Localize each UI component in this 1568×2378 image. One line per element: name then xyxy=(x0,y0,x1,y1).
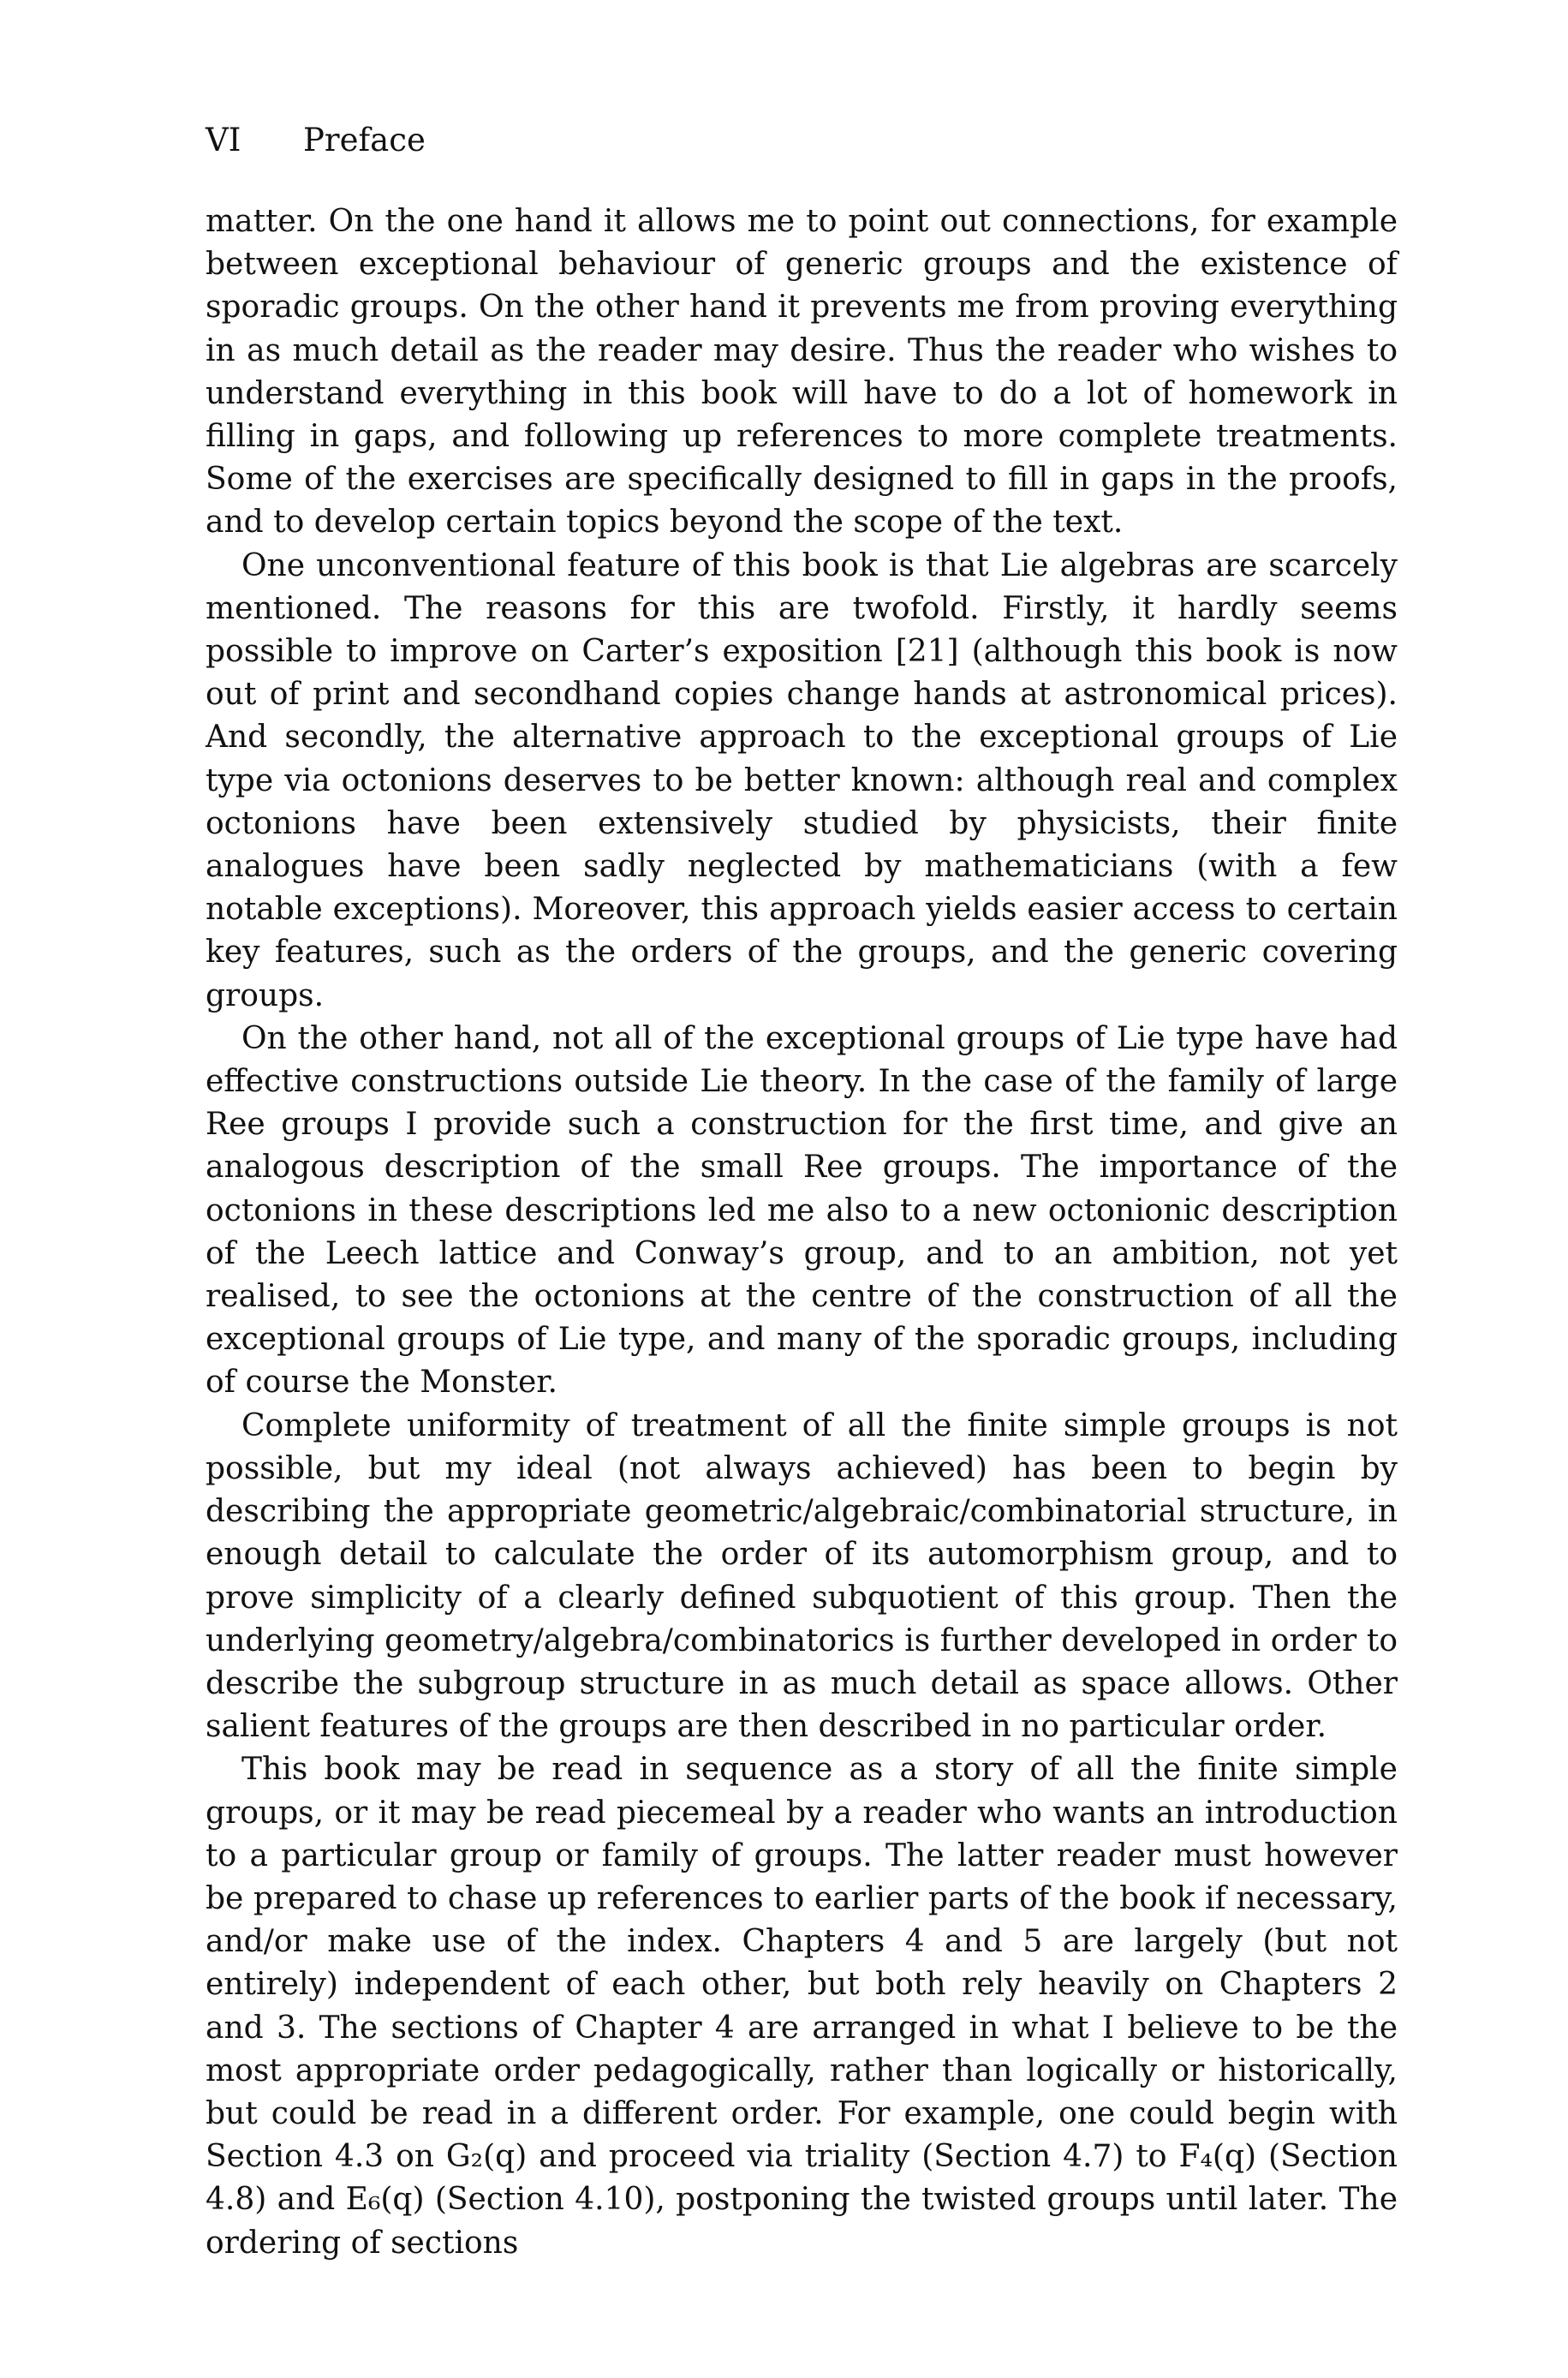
running-head xyxy=(206,122,426,159)
paragraph-lie-algebras: One unconventional feature of this book is that Lie algebras are scarcely mentioned. The reasons for this are twofold. Firstly, it hardly seems possible to improve on Carter’s exposition [21] (although this book is now out of print and secondhand copies change hands at astronomical prices). And secondly, the alternative approach to the exceptional groups of Lie type via octonions deserves to be better known: although real and complex octonions have been extensively studied by physicists, their finite analogues have been sadly neglected by mathematicians (with a few notable exceptions). Moreover, this approach yields easier access to certain key features, such as the orders of the groups, and the generic covering groups. xyxy=(206,547,1398,1013)
paragraph-exceptional-groups: On the other hand, not all of the exceptional groups of Lie type have had effective constructions outside Lie theory. In the case of the family of large Ree groups I provide such a construction for the first time, and give an analogous description of the small Ree groups. The importance of the octonions in these descriptions led me also to a new octonionic description of the Leech lattice and Conway’s group, and to an ambition, not yet realised, to see the octonions at the centre of the construction of all the exceptional groups of Lie type, and many of the sporadic groups, including of course the Monster. xyxy=(206,1020,1398,1401)
body-text xyxy=(206,200,1398,2265)
page-number: VI xyxy=(206,122,241,158)
running-title: Preface xyxy=(303,122,426,158)
paragraph-reading-order: This book may be read in sequence as a story of all the finite simple groups, or it may be read piecemeal by a reader who wants an introduction to a particular group or family of groups. The latter reader must however be prepared to chase up references to earlier parts of the book if necessary, and/or make use of the index. Chapters 4 and 5 are largely (but not entirely) independent of each other, but both rely heavily on Chapters 2 and 3. The sections of Chapter 4 are arranged in what I believe to be the most appropriate order pedagogically, rather than logically or historically, but could be read in a different order. For example, one could begin with Section 4.3 on G₂(q) and proceed via triality (Section 4.7) to F₄(q) (Section 4.8) and E₆(q) (Section 4.10), postponing the twisted groups until later. The ordering of sections xyxy=(206,1752,1398,2261)
paragraph-continued: matter. On the one hand it allows me to point out connections, for example between exceptional behaviour of generic groups and the existence of sporadic groups. On the other hand it prevents me from proving everything in as much detail as the reader may desire. Thus the reader who wishes to understand everything in this book will have to do a lot of homework in filling in gaps, and following up references to more complete treatments. Some of the exercises are specifically designed to fill in gaps in the proofs, and to develop certain topics beyond the scope of the text. xyxy=(206,204,1398,541)
paragraph-uniformity: Complete uniformity of treatment of all the finite simple groups is not possible, but my ideal (not always achieved) has been to begin by describing the appropriate geometric/algebraic/combinatorial structure, in enough detail to calculate the order of its automorphism group, and to prove simplicity of a clearly defined subquotient of this group. Then the underlying geometry/algebra/combinatorics is further developed in order to describe the subgroup structure in as much detail as space allows. Other salient features of the groups are then described in no particular order. xyxy=(206,1407,1398,1745)
